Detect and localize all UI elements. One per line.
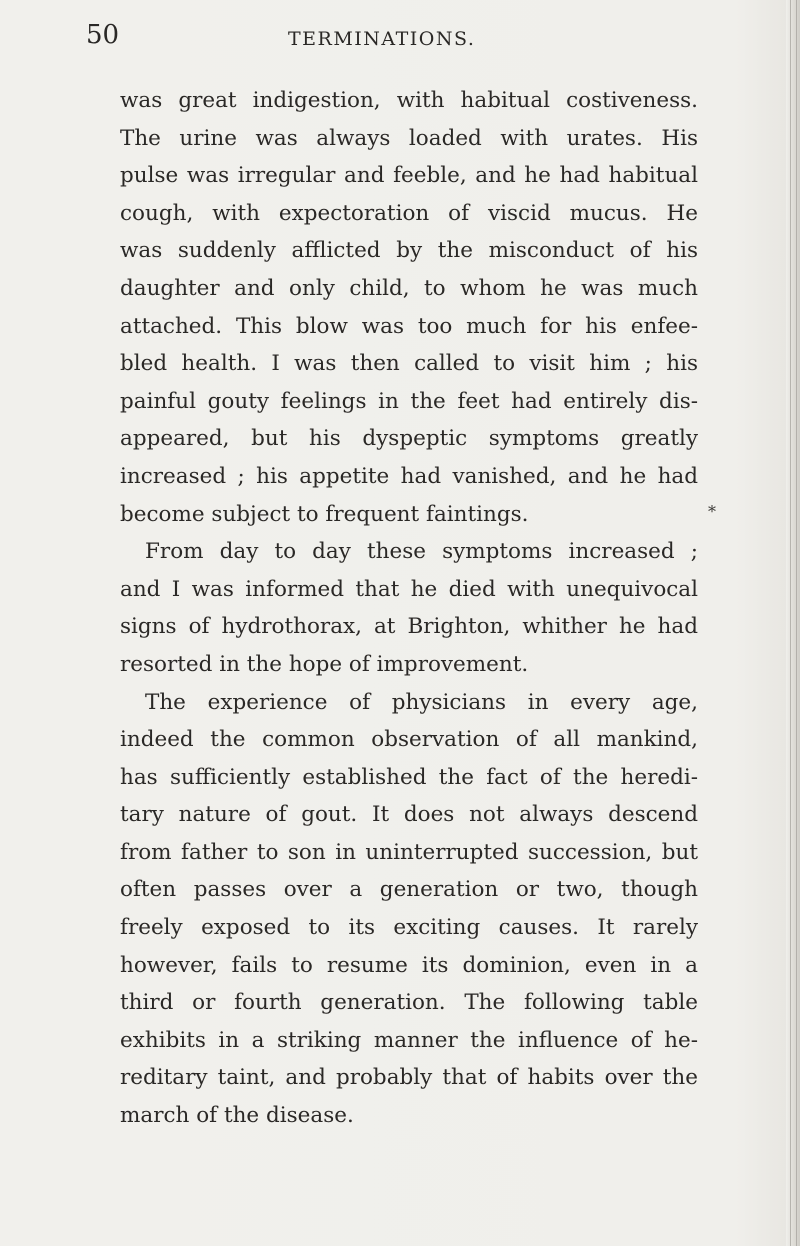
text-line: has sufficiently established the fact of the heredi-: [120, 764, 698, 790]
running-head: TERMINATIONS.: [288, 28, 476, 50]
text-line: increased ; his appetite had vanished, and he had: [120, 463, 698, 489]
text-line: painful gouty feelings in the feet had entirely dis-: [120, 388, 698, 414]
text-line: indeed the common observation of all mankind,: [120, 727, 698, 753]
text-line: bled health. I was then called to visit him ; his: [120, 351, 698, 377]
text-line: often passes over a generation or two, though: [120, 877, 698, 903]
text-line: exhibits in a striking manner the influence of he-: [120, 1027, 698, 1053]
text-line: resorted in the hope of improvement.: [120, 651, 529, 677]
text-line: third or fourth generation. The following table: [120, 990, 698, 1016]
body-text: [120, 82, 698, 1135]
page-edge-line-outer: [796, 0, 797, 1246]
text-line: cough, with expectoration of viscid mucus. He: [120, 200, 698, 226]
text-line: pulse was irregular and feeble, and he had habitual: [120, 163, 698, 189]
text-line: appeared, but his dyspeptic symptoms greatly: [120, 426, 698, 452]
text-line: freely exposed to its exciting causes. It rarely: [120, 915, 698, 941]
text-line: however, fails to resume its dominion, even in a: [120, 952, 698, 978]
text-line: reditary taint, and probably that of habits over the: [120, 1065, 698, 1091]
text-line: signs of hydrothorax, at Brighton, whither he had: [120, 614, 698, 640]
text-line: attached. This blow was too much for his enfee-: [120, 313, 698, 339]
text-line: from father to son in uninterrupted succession, but: [120, 839, 698, 865]
page-number: 50: [86, 20, 120, 50]
text-line: and I was informed that he died with unequivocal: [120, 576, 698, 602]
marginal-mark: *: [708, 502, 716, 521]
text-line: was great indigestion, with habitual costiveness.: [120, 88, 698, 113]
text-line: tary nature of gout. It does not always descend: [120, 802, 698, 828]
text-line: The experience of physicians in every age,: [145, 689, 698, 715]
text-line: march of the disease.: [120, 1103, 354, 1129]
page-edge-line: [790, 0, 791, 1246]
text-line: daughter and only child, to whom he was much: [120, 275, 698, 301]
text-line: The urine was always loaded with urates. His: [120, 125, 698, 151]
text-line: From day to day these symptoms increased ;: [145, 539, 698, 565]
text-line: was suddenly afflicted by the misconduct of his: [120, 238, 698, 264]
page-edge: [786, 0, 800, 1246]
text-line: become subject to frequent faintings.: [120, 501, 529, 527]
